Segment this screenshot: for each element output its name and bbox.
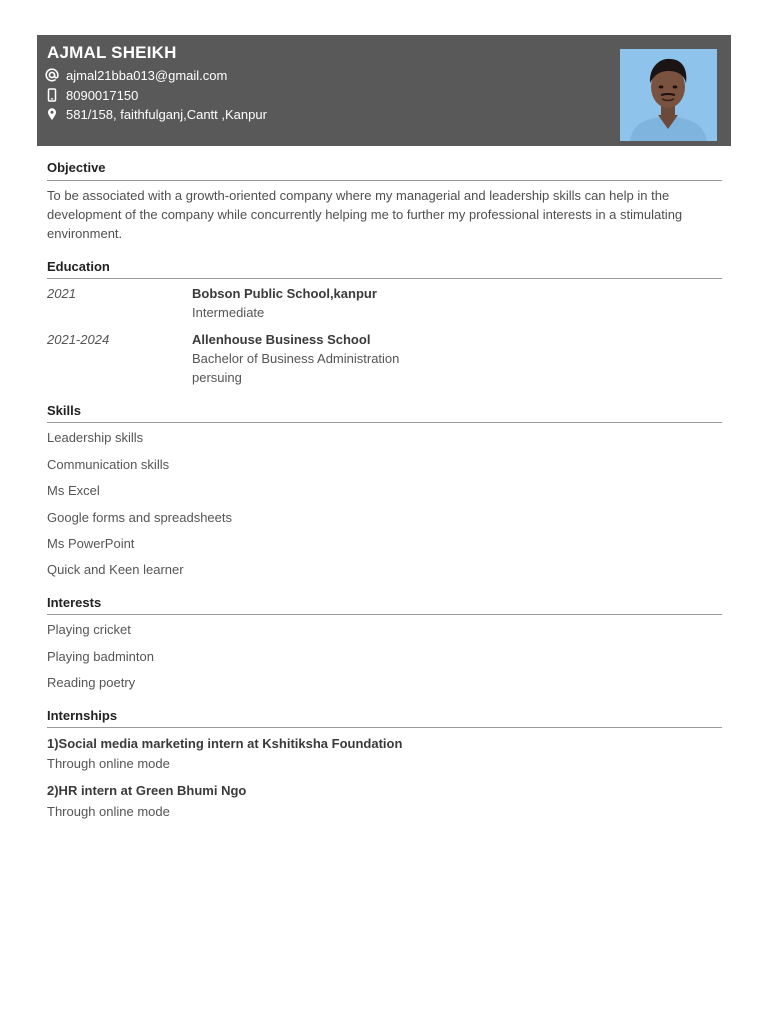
- interests-divider: [47, 614, 722, 615]
- internship-mode: Through online mode: [47, 804, 170, 819]
- objective-line: environment.: [47, 226, 123, 241]
- education-school: Bobson Public School,kanpur: [192, 286, 377, 301]
- objective-heading: Objective: [47, 160, 106, 175]
- address-text: 581/158, faithfulganj,Cantt ,Kanpur: [66, 106, 267, 122]
- skill-item: Leadership skills: [47, 430, 144, 445]
- mobile-phone-icon: [45, 88, 59, 102]
- phone-row: [45, 86, 138, 104]
- skill-item: Communication skills: [47, 457, 170, 472]
- at-icon: [45, 68, 59, 82]
- education-detail: Bachelor of Business Administration: [192, 351, 400, 366]
- skill-item: Quick and Keen learner: [47, 562, 184, 577]
- candidate-name: AJMAL SHEIKH: [47, 43, 177, 62]
- internships-heading: Internships: [47, 708, 118, 723]
- objective-divider: [47, 180, 722, 181]
- location-pin-icon: [45, 107, 59, 121]
- objective-text: [47, 186, 722, 243]
- internship-title: 2)HR intern at Green Bhumi Ngo: [47, 783, 247, 798]
- interest-item: Playing badminton: [47, 649, 154, 664]
- education-detail: persuing: [192, 370, 242, 385]
- skill-item: Ms PowerPoint: [47, 536, 135, 551]
- phone-text: 8090017150: [66, 87, 139, 103]
- email-row: [45, 66, 227, 84]
- skills-divider: [47, 422, 722, 423]
- skill-item: Google forms and spreadsheets: [47, 510, 232, 525]
- internship-mode: Through online mode: [47, 756, 170, 771]
- interest-item: Reading poetry: [47, 675, 136, 690]
- skill-item: Ms Excel: [47, 483, 100, 498]
- objective-line: To be associated with a growth-oriented company where my managerial and leadership skills can help in the: [47, 188, 670, 203]
- resume-header: [37, 35, 731, 146]
- interests-heading: Interests: [47, 595, 102, 610]
- interest-item: Playing cricket: [47, 622, 131, 637]
- education-year: 2021: [47, 286, 76, 301]
- education-heading: Education: [47, 259, 110, 274]
- education-year: 2021-2024: [47, 332, 110, 347]
- internships-divider: [47, 727, 722, 728]
- skills-heading: Skills: [47, 403, 81, 418]
- address-row: [45, 105, 267, 123]
- internship-title: 1)Social media marketing intern at Kshitiksha Foundation: [47, 736, 403, 751]
- education-divider: [47, 278, 722, 279]
- education-school: Allenhouse Business School: [192, 332, 371, 347]
- education-detail: Intermediate: [192, 305, 265, 320]
- email-text: ajmal21bba013@gmail.com: [66, 67, 228, 83]
- profile-photo: [620, 49, 717, 141]
- objective-line: development of the company while concurrently helping me to further my professional interests in a stimulating: [47, 207, 683, 222]
